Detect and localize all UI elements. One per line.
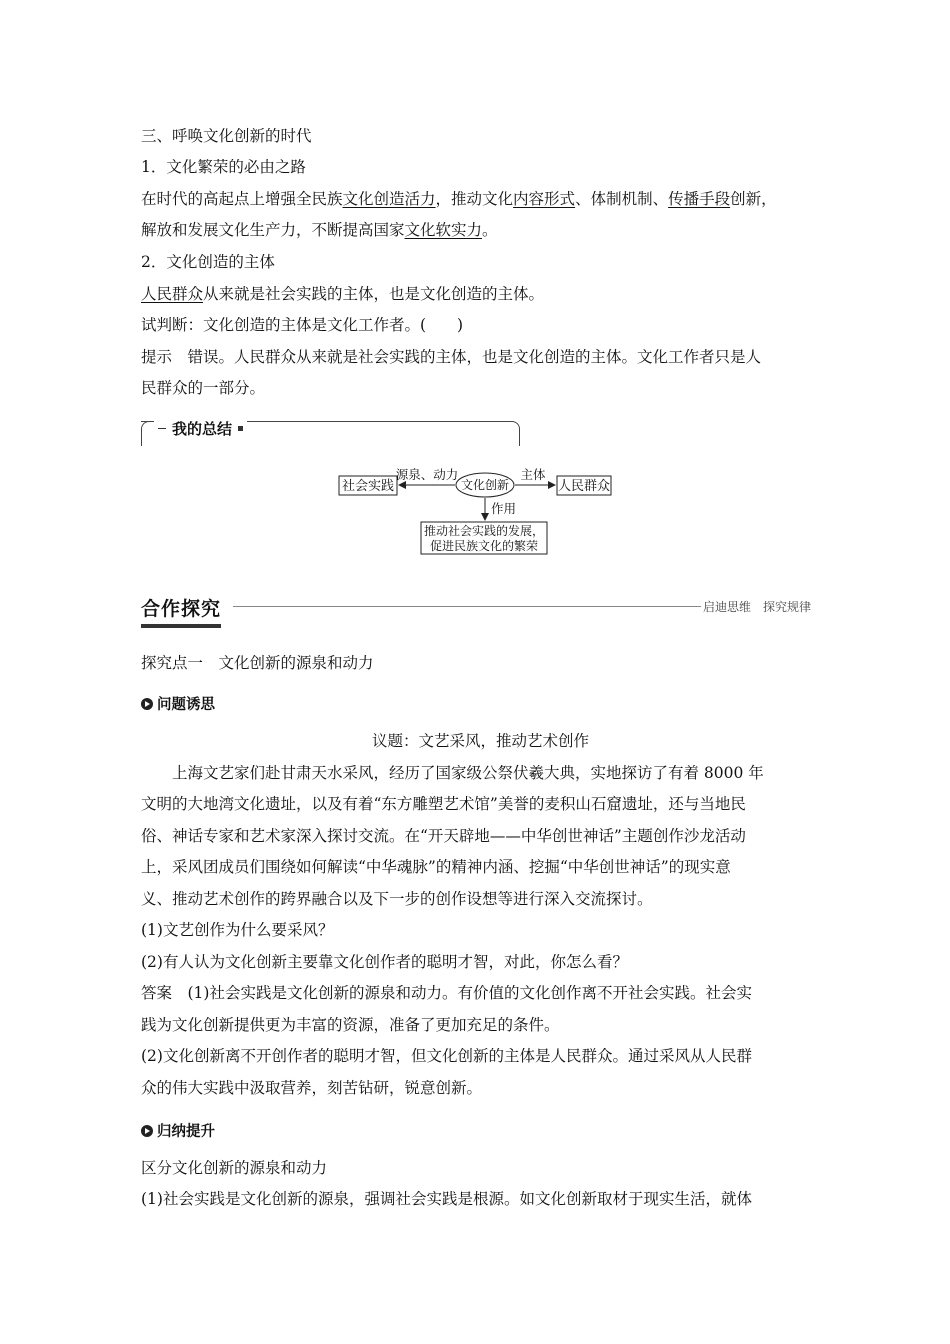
label-social-practice: 社会实践 xyxy=(341,479,395,494)
section-title: 合作探究 xyxy=(141,594,221,628)
label-source-power: 源泉、动力 xyxy=(395,467,459,482)
hint-line-2: 民群众的一部分。 xyxy=(141,379,266,397)
answer-line-1: 答案 (1)社会实践是文化创新的源泉和动力。有价值的文化创作离不开社会实践。社会实 xyxy=(141,984,752,1002)
material-line-3: 俗、神话专家和艺术家深入探讨交流。在“开天辟地——中华创世神话”主题创作沙龙活动 xyxy=(141,827,746,845)
label-effect: 作用 xyxy=(491,501,517,516)
material-line-5: 义、推动艺术创作的跨界融合以及下一步的创作设想等进行深入交流探讨。 xyxy=(141,890,653,908)
label-effect-line-2: 促进民族文化的繁荣 xyxy=(429,539,539,553)
paragraph-1-line-1: 在时代的高起点上增强全民族文化创造活力，推动文化内容形式、体制机制、传播手段创新， xyxy=(141,190,777,208)
paragraph-1-line-2: 解放和发展文化生产力，不断提高国家文化软实力。 xyxy=(141,221,498,239)
answer-line-4: 众的伟大实践中汲取营养，刻苦钻研，锐意创新。 xyxy=(141,1079,483,1097)
distinguish-point-1: (1)社会实践是文化创新的源泉，强调社会实践是根源。如文化创新取材于现实生活，就体 xyxy=(141,1190,752,1208)
section-rule xyxy=(233,606,701,607)
explore-point: 探究点一 文化创新的源泉和动力 xyxy=(141,654,374,672)
material-line-4: 上，采风团成员们围绕如何解读“中华魂脉”的精神内涵、挖掘“中华创世神话”的现实意 xyxy=(141,858,731,876)
summary-heading: 归纳提升 xyxy=(141,1120,215,1141)
subheading-1: 1．文化繁荣的必由之路 xyxy=(141,158,306,176)
answer-line-3: (2)文化创新离不开创作者的聪明才智，但文化创新的主体是人民群众。通过采风从人民群 xyxy=(141,1047,752,1065)
subheading-2: 2．文化创造的主体 xyxy=(141,253,275,271)
material-line-2: 文明的大地湾文化遗址，以及有着“东方雕塑艺术馆”美誉的麦积山石窟遗址，还与当地民 xyxy=(141,795,746,813)
summary-diagram xyxy=(335,462,620,557)
question-2: (2)有人认为文化创新主要靠文化创作者的聪明才智，对此，你怎么看？ xyxy=(141,953,628,971)
section-heading: 三、呼唤文化创新的时代 xyxy=(141,127,312,145)
answer-line-2: 践为文化创新提供更为丰富的资源，准备了更加充足的条件。 xyxy=(141,1016,560,1034)
square-bullet-icon xyxy=(238,426,243,431)
label-subject: 主体 xyxy=(520,467,546,482)
section-header xyxy=(141,594,811,624)
label-people: 人民群众 xyxy=(557,479,611,494)
label-cultural-innovation: 文化创新 xyxy=(460,478,510,492)
play-circle-icon xyxy=(141,1125,153,1137)
paragraph-2: 人民群众从来就是社会实践的主体，也是文化创造的主体。 xyxy=(141,285,545,303)
section-subtitle: 启迪思维 探究规律 xyxy=(702,600,811,614)
label-effect-line-1: 推动社会实践的发展， xyxy=(423,524,545,538)
distinguish-title: 区分文化创新的源泉和动力 xyxy=(141,1159,328,1177)
judge-question: 试判断：文化创造的主体是文化工作者。( ) xyxy=(141,316,464,334)
hint-line-1: 提示 错误。人民群众从来就是社会实践的主体，也是文化创造的主体。文化工作者只是人 xyxy=(141,348,762,366)
material-line-1: 上海文艺家们赴甘肃天水采风，经历了国家级公祭伏羲大典，实地探访了有着 8000 年 xyxy=(172,764,764,782)
question-heading: 问题诱思 xyxy=(141,693,215,714)
question-1: (1)文艺创作为什么要采风？ xyxy=(141,921,334,939)
play-circle-icon xyxy=(141,698,153,710)
deco-line-icon xyxy=(158,428,166,429)
summary-title: 我的总结 xyxy=(154,418,247,439)
topic-title: 议题：文艺采风，推动艺术创作 xyxy=(371,732,589,750)
